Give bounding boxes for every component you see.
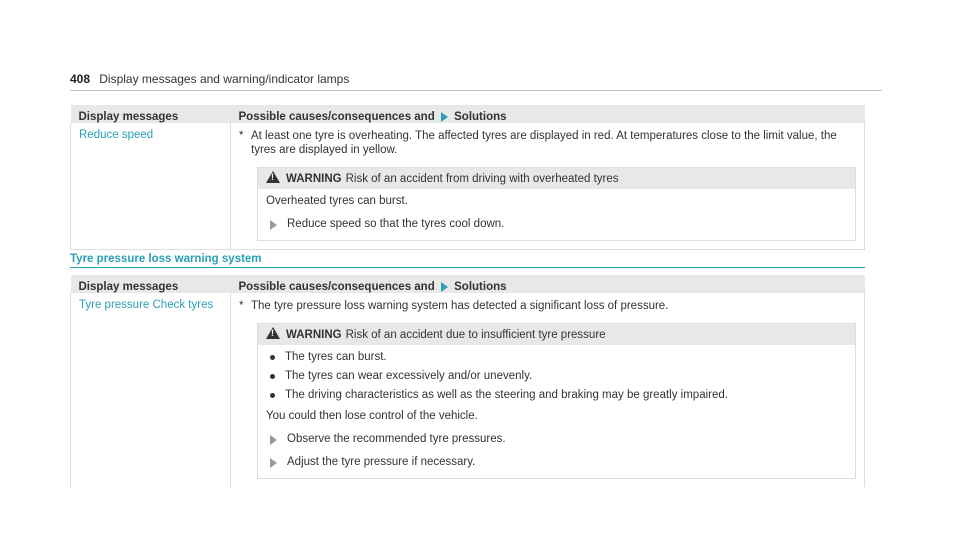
footnote-star: * bbox=[239, 130, 244, 142]
col-causes-header: Possible causes/consequences and Solutions bbox=[231, 275, 865, 293]
arrow-right-icon bbox=[441, 112, 448, 122]
table-row bbox=[71, 293, 865, 487]
step-text: Adjust the tyre pressure if necessary. bbox=[287, 456, 476, 468]
reduce-speed-table bbox=[70, 105, 865, 250]
list-item: The tyres can burst. bbox=[266, 350, 847, 365]
warning-triangle-icon bbox=[266, 171, 280, 183]
bullet-dot-icon bbox=[270, 374, 275, 379]
page-number: 408 bbox=[70, 72, 91, 86]
bullet-dot-icon bbox=[270, 355, 275, 360]
tyre-pressure-table bbox=[70, 275, 865, 487]
col-causes-header: Possible causes/consequences and Solutions bbox=[231, 105, 865, 123]
warning-label: WARNING bbox=[286, 329, 342, 341]
footnote-star: * bbox=[239, 300, 244, 312]
warning-box bbox=[257, 167, 856, 241]
step-arrow-icon bbox=[270, 435, 277, 445]
step-text: Reduce speed so that the tyres cool down. bbox=[287, 218, 505, 230]
warning-box bbox=[257, 323, 856, 479]
list-item: The tyres can wear excessively and/or unevenly. bbox=[266, 369, 847, 384]
arrow-right-icon bbox=[441, 282, 448, 292]
section-title: Tyre pressure loss warning system bbox=[70, 253, 865, 268]
page-title: Display messages and warning/indicator lamps bbox=[99, 72, 350, 86]
warning-title: Risk of an accident due to insufficient tyre pressure bbox=[345, 329, 606, 341]
warning-title: Risk of an accident from driving with overheated tyres bbox=[345, 173, 619, 185]
step-arrow-icon bbox=[270, 458, 277, 468]
col-display-messages-header: Display messages bbox=[71, 105, 231, 123]
table-row bbox=[71, 123, 865, 250]
page-header bbox=[70, 72, 882, 91]
cause-text: The tyre pressure loss warning system has detected a significant loss of pressure. bbox=[251, 300, 669, 312]
warning-label: WARNING bbox=[286, 173, 342, 185]
col-display-messages-header: Display messages bbox=[71, 275, 231, 293]
display-message: Tyre pressure Check tyres bbox=[71, 293, 231, 487]
warning-triangle-icon bbox=[266, 327, 280, 339]
warning-note: You could then lose control of the vehicle. bbox=[266, 410, 478, 422]
step-arrow-icon bbox=[270, 220, 277, 230]
display-message: Reduce speed bbox=[71, 123, 231, 250]
bullet-dot-icon bbox=[270, 393, 275, 398]
warning-body: Overheated tyres can burst. bbox=[266, 195, 408, 207]
cause-text: At least one tyre is overheating. The affected tyres are displayed in red. At temperatures close to the limit value, the tyres are displayed in yellow. bbox=[251, 130, 837, 156]
list-item: The driving characteristics as well as the steering and braking may be greatly impaired. bbox=[266, 388, 847, 403]
step-text: Observe the recommended tyre pressures. bbox=[287, 433, 506, 445]
